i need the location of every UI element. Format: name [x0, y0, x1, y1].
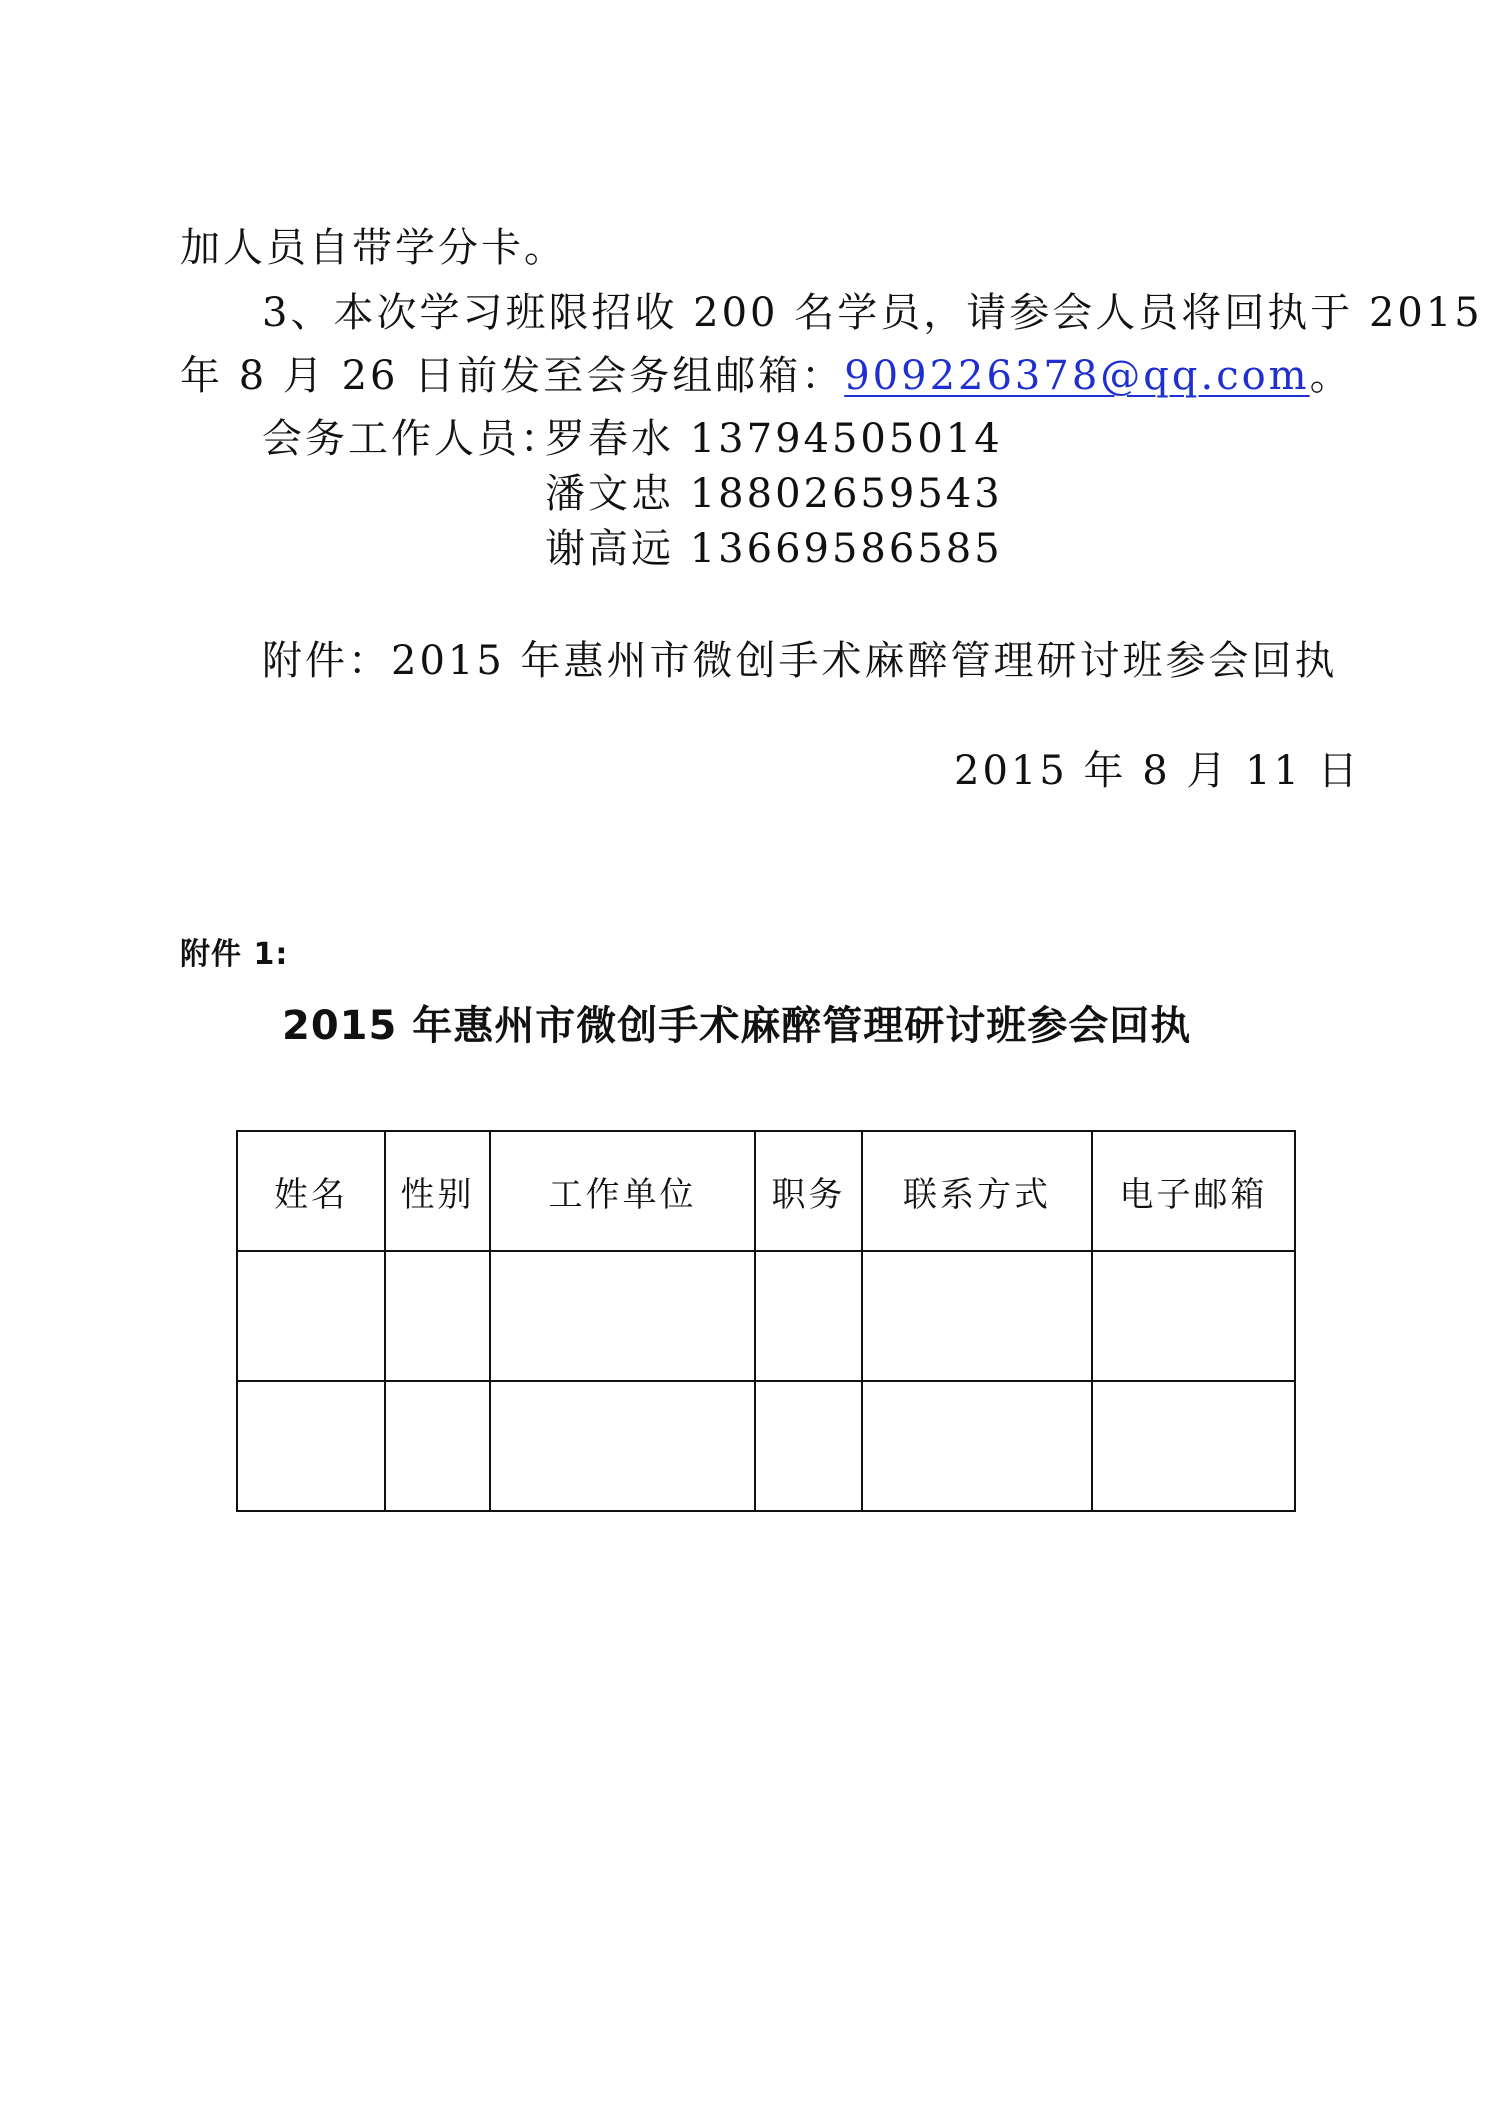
body-line-3-prefix: 年 8 月 26 日前发至会务组邮箱：: [180, 353, 845, 399]
header-workplace: 工作单位: [490, 1131, 755, 1251]
staff-row-3: [545, 526, 1003, 572]
staff-row-1: [545, 416, 1003, 462]
table-header-row: [237, 1131, 1295, 1251]
table-cell[interactable]: [385, 1251, 490, 1381]
table-cell[interactable]: [862, 1251, 1092, 1381]
staff-name: 谢高远: [545, 526, 674, 572]
header-contact: 联系方式: [862, 1131, 1092, 1251]
table-cell[interactable]: [237, 1381, 385, 1511]
receipt-table: [236, 1130, 1296, 1512]
header-name: 姓名: [237, 1131, 385, 1251]
annex-title: 2015 年惠州市微创手术麻醉管理研讨班参会回执: [282, 1003, 1192, 1049]
table-cell[interactable]: [490, 1251, 755, 1381]
attachment-note: 附件：2015 年惠州市微创手术麻醉管理研讨班参会回执: [262, 638, 1338, 684]
staff-row-2: [545, 471, 1003, 517]
staff-phone: 18802659543: [689, 471, 1003, 517]
email-link[interactable]: 909226378@qq.com: [844, 353, 1310, 399]
header-gender: 性别: [385, 1131, 490, 1251]
header-email: 电子邮箱: [1092, 1131, 1295, 1251]
annex-label: 附件 1:: [180, 937, 289, 972]
table-row: [237, 1251, 1295, 1381]
staff-label: 会务工作人员：: [262, 416, 563, 462]
staff-phone: 13794505014: [689, 416, 1003, 462]
body-line-1: 加人员自带学分卡。: [180, 225, 567, 271]
table-cell[interactable]: [1092, 1381, 1295, 1511]
table-cell[interactable]: [862, 1381, 1092, 1511]
document-date: 2015 年 8 月 11 日: [954, 748, 1361, 794]
staff-name: 潘文忠: [545, 471, 674, 517]
body-line-2: 3、本次学习班限招收 200 名学员，请参会人员将回执于 2015: [262, 290, 1483, 336]
table-cell[interactable]: [1092, 1251, 1295, 1381]
header-position: 职务: [755, 1131, 862, 1251]
staff-phone: 13669586585: [689, 526, 1003, 572]
table-cell[interactable]: [237, 1251, 385, 1381]
body-line-3-suffix: 。: [1309, 353, 1353, 399]
table-cell[interactable]: [490, 1381, 755, 1511]
table-cell[interactable]: [385, 1381, 490, 1511]
table-cell[interactable]: [755, 1251, 862, 1381]
staff-name: 罗春水: [545, 416, 674, 462]
table-row: [237, 1381, 1295, 1511]
body-line-3: [180, 353, 1353, 399]
table-cell[interactable]: [755, 1381, 862, 1511]
